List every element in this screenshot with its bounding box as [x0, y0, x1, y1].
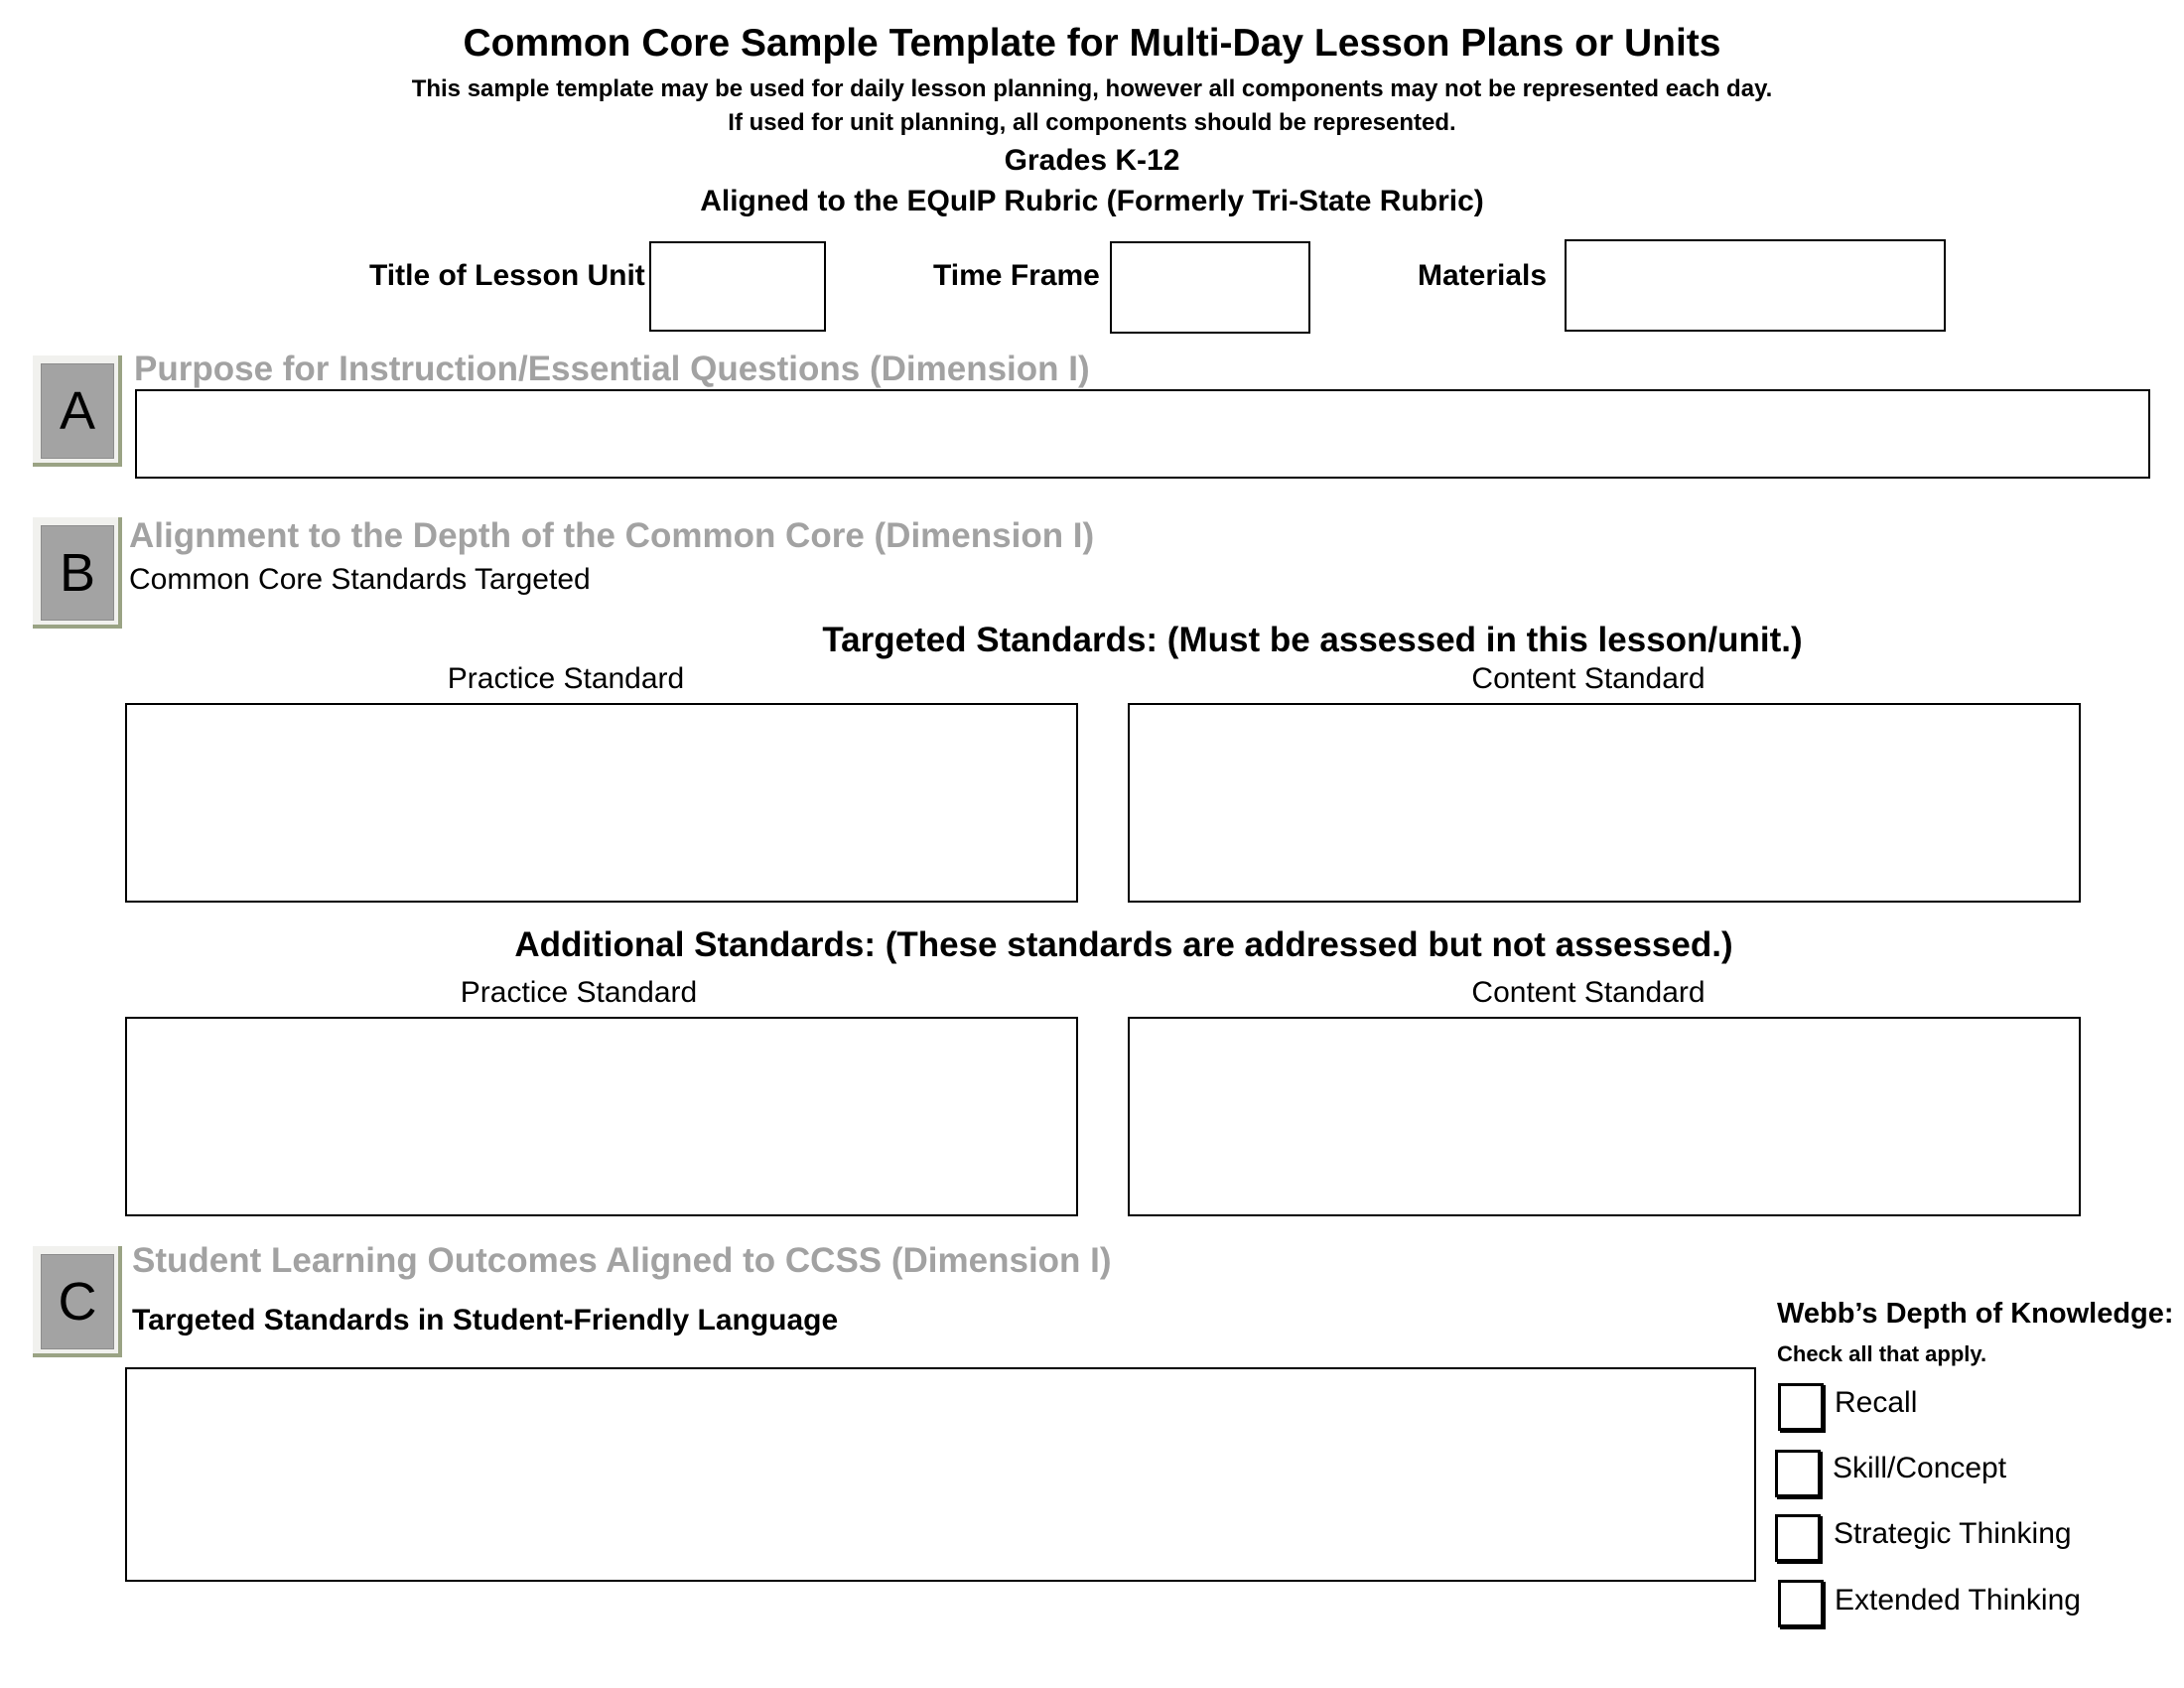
section-b-letter: B	[41, 525, 114, 621]
section-b-badge	[33, 517, 122, 629]
time-frame-field[interactable]	[1110, 241, 1310, 334]
targeted-content-standard-label: Content Standard	[1471, 662, 1706, 695]
targeted-practice-standard-field[interactable]	[125, 703, 1078, 903]
dok-extended-thinking-label: Extended Thinking	[1835, 1584, 2081, 1617]
additional-content-standard-field[interactable]	[1128, 1017, 2081, 1216]
webbs-dok-title: Webb’s Depth of Knowledge:	[1777, 1298, 2174, 1330]
title-of-lesson-unit-field[interactable]	[649, 241, 826, 332]
section-b-title: Alignment to the Depth of the Common Core (Dimension I)	[129, 516, 1095, 555]
purpose-essential-questions-field[interactable]	[135, 389, 2150, 479]
targeted-standards-student-friendly-label: Targeted Standards in Student-Friendly Language	[132, 1304, 839, 1336]
dok-recall-checkbox[interactable]	[1778, 1383, 1824, 1431]
student-learning-outcomes-field[interactable]	[125, 1367, 1756, 1582]
additional-standards-heading: Additional Standards: (These standards are addressed but not assessed.)	[514, 925, 1733, 964]
title-of-lesson-unit-label: Title of Lesson Unit	[369, 259, 645, 292]
dok-strategic-thinking-label: Strategic Thinking	[1834, 1517, 2072, 1550]
section-c-badge	[33, 1246, 122, 1357]
webbs-dok-instruction: Check all that apply.	[1777, 1341, 1987, 1366]
section-a-letter: A	[41, 363, 114, 459]
materials-field[interactable]	[1565, 239, 1946, 332]
additional-practice-standard-label: Practice Standard	[460, 976, 698, 1009]
targeted-standards-heading: Targeted Standards: (Must be assessed in this lesson/unit.)	[822, 621, 1803, 659]
materials-label: Materials	[1418, 259, 1548, 292]
dok-extended-thinking-checkbox[interactable]	[1778, 1580, 1824, 1627]
section-c-title: Student Learning Outcomes Aligned to CCSS (Dimension I)	[132, 1241, 1112, 1280]
time-frame-label: Time Frame	[933, 259, 1100, 292]
page-subtitle-line1: This sample template may be used for daily lesson planning, however all components may not be represented each day.	[411, 75, 1773, 102]
page-title: Common Core Sample Template for Multi-Day Lesson Plans or Units	[463, 22, 1721, 65]
page-subtitle-line2: If used for unit planning, all components should be represented.	[728, 109, 1456, 136]
grades-label: Grades K-12	[1004, 144, 1180, 177]
dok-skill-concept-checkbox[interactable]	[1775, 1450, 1821, 1497]
section-c-letter: C	[41, 1254, 114, 1349]
section-a-badge	[33, 355, 122, 467]
additional-content-standard-label: Content Standard	[1471, 976, 1706, 1009]
section-a-title: Purpose for Instruction/Essential Questions (Dimension I)	[134, 350, 1090, 388]
rubric-alignment-label: Aligned to the EQuIP Rubric (Formerly Tri-State Rubric)	[700, 185, 1484, 217]
targeted-practice-standard-label: Practice Standard	[447, 662, 685, 695]
additional-practice-standard-field[interactable]	[125, 1017, 1078, 1216]
common-core-standards-targeted-label: Common Core Standards Targeted	[129, 563, 591, 596]
dok-recall-label: Recall	[1835, 1386, 1918, 1419]
dok-strategic-thinking-checkbox[interactable]	[1775, 1514, 1821, 1562]
dok-skill-concept-label: Skill/Concept	[1833, 1452, 2007, 1484]
targeted-content-standard-field[interactable]	[1128, 703, 2081, 903]
